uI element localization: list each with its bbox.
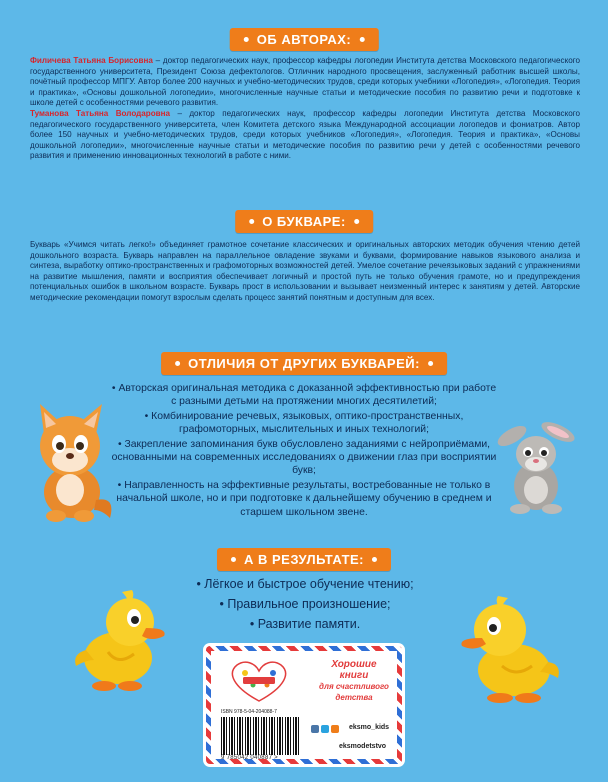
result-banner <box>217 548 391 571</box>
publisher-card <box>206 646 402 764</box>
list-item-text: Развитие памяти. <box>257 617 361 631</box>
site-handle: eksmodetstvo <box>339 743 387 750</box>
barcode-number: 9 785042 040887 > <box>221 755 278 761</box>
brand-line: для счастливого <box>319 682 389 691</box>
differences-list <box>108 382 500 520</box>
list-item-text: Закрепление запоминания букв обусловлено заданиями с нейроприёмами, основанными на современных исследованиях о движении глаз при восприятии букв; <box>111 438 497 477</box>
author2-bio: – доктор педагогических наук, профессор кафедры логопедии Института детства Московского педагогического государственного университета, член Комитета детского языка Международной ассоциации логопедов и фониатров. Автор более 150 научных и учебно-методических трудов, среди которых учебников «Логопедия», «Логопедия. Теория и практика», «Основы дошкольной логопедии», многочисленные научные статьи и методические пособия по развитию речи у детей с особенностями речевого развития и применению инновационных технологий в работе с ними. <box>30 108 580 161</box>
author2-name: Туманова Татьяна Володаровна <box>30 108 171 118</box>
telegram-icon <box>321 725 329 733</box>
list-item: • Комбинирование речевых, языковых, оптико-пространственных, графомоторных, мыслительных и иных технологий; <box>144 410 464 436</box>
banner-dot-icon <box>354 219 359 224</box>
banner-dot-icon <box>372 557 377 562</box>
result-title: А В РЕЗУЛЬТАТЕ: <box>243 552 365 567</box>
banner-dot-icon <box>428 361 433 366</box>
banner-dot-icon <box>359 37 364 42</box>
duckling-right-illustration <box>452 592 562 704</box>
social-icons <box>311 725 339 733</box>
brand-slogan <box>311 659 397 703</box>
list-item: • Закрепление запоминания букв обусловлено заданиями с нейроприёмами, основанными на современных исследованиях о движении глаз при восприятии букв; <box>111 438 497 477</box>
brand-line: книги <box>339 670 369 681</box>
primer-title: О БУКВАРЕ: <box>262 214 346 229</box>
differences-title: ОТЛИЧИЯ ОТ ДРУГИХ БУКВАРЕЙ: <box>188 356 420 371</box>
social-handle: eksmo_kids <box>349 724 390 731</box>
isbn-text: ISBN 978-5-04-204088-7 <box>221 709 277 715</box>
primer-text: Букварь «Учимся читать легко!» объединяет грамотное сочетание классических и оригинальных авторских методик обучения чтению детей дошкольного возраста. Букварь направлен на параллельное овладение звуками и буквами, формирование навыков языкового анализа и синтеза, выработку оптико-пространственных и графомоторных возможностей детей. Умелое сочетание речеязыковых заданий с упражнениями на развитие мышления, памяти и восприятия обеспечивает логичный и простой путь не только обучения грамоте, но и предупреждения потенциальных ошибок в школьном возрасте. Букварь прост в использовании и вызывает неизменный интерес к занятиям у детей. Авторские методические рекомендации помогут взрослым сделать процесс занятий понятным и доступным для всех. <box>30 240 580 302</box>
primer-banner <box>235 210 373 233</box>
list-item: • Направленность на эффективные результаты, востребованные не только в начальной школе, но и при подготовке к дальнейшему обучению в среднем и старшем школьном звене. <box>116 479 492 518</box>
list-item-text: Лёгкое и быстрое обучение чтению; <box>204 577 414 591</box>
authors-title: ОБ АВТОРАХ: <box>256 32 352 47</box>
list-item-text: Комбинирование речевых, языковых, оптико-пространственных, графомоторных, мыслительных и иных технологий; <box>151 410 464 436</box>
card-inner <box>211 651 397 759</box>
banner-dot-icon <box>175 361 180 366</box>
list-item: • Авторская оригинальная методика с доказанной эффективностью при работе с разными детьми на протяжении многих десятилетий; <box>111 383 497 408</box>
list-item: • Правильное произношение; <box>219 597 391 611</box>
list-item-text: Правильное произношение; <box>227 597 391 611</box>
results-list <box>180 574 430 634</box>
publisher-logo-icon <box>223 659 295 703</box>
banner-dot-icon <box>249 219 254 224</box>
author1-bio: – доктор педагогических наук, профессор кафедры логопедии Института детства Московского педагогического государственного университета, Президент Союза дефектологов. Отличник народного просвещения, заслуженный работник высшей школы, почётный профессор МПГУ. Автор более 200 научных и учебно-методических трудов, среди которых учебники «Логопедия», «Логопедия. Теория и практика», «Основы дошкольной логопедии», многочисленные научные статьи и методические пособия по развитию речи и подготовке к школе детей с особенностями речевого развития. <box>30 56 580 108</box>
list-item: • Развитие памяти. <box>249 617 361 631</box>
vk-icon <box>311 725 319 733</box>
barcode-icon <box>221 717 301 755</box>
ok-icon <box>331 725 339 733</box>
authors-text <box>30 56 580 162</box>
banner-dot-icon <box>231 557 236 562</box>
brand-line: детства <box>335 693 373 702</box>
differences-banner <box>161 352 447 375</box>
author1-name: Филичева Татьяна Борисовна <box>30 56 153 65</box>
duckling-left-illustration <box>72 588 172 692</box>
kitten-illustration <box>22 400 118 524</box>
list-item: • Лёгкое и быстрое обучение чтению; <box>196 577 414 591</box>
brand-line: Хорошие <box>331 659 377 670</box>
bunny-illustration <box>490 414 580 514</box>
banner-dot-icon <box>244 37 249 42</box>
authors-banner <box>230 28 379 51</box>
list-item-text: Направленность на эффективные результаты, востребованные не только в начальной школе, но и при подготовке к дальнейшему обучению в среднем и старшем школьном звене. <box>116 479 492 518</box>
list-item-text: Авторская оригинальная методика с доказанной эффективностью при работе с разными детьми на протяжении многих десятилетий; <box>118 383 497 408</box>
